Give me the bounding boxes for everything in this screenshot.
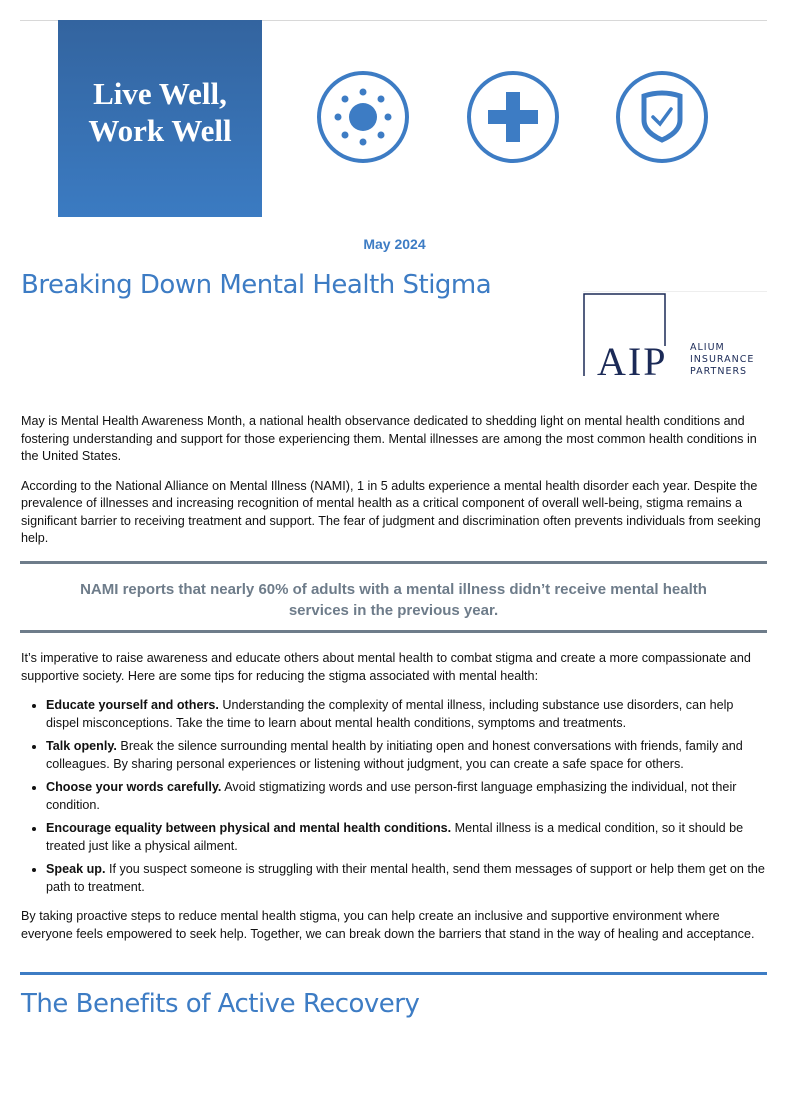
tip-item: [46, 738, 769, 773]
quote-rule-bottom: [20, 630, 767, 633]
tip-heading: Educate yourself and others.: [46, 698, 219, 712]
logo-mark: AIP: [597, 339, 668, 377]
quote-rule-top: [20, 561, 767, 564]
tips-intro: It’s imperative to raise awareness and educate others about mental health to combat stigma and create a more compassionate and supportive society. Here are some tips for reducing the stigma associated with mental health:: [21, 651, 751, 683]
logo-divider: [583, 291, 767, 292]
newsletter-title: [88, 75, 231, 149]
intro-paragraph: May is Mental Health Awareness Month, a national health observance dedicated to shedding light on mental health conditions and fostering understanding and support for those experiencing them. Mental illnesses are among the most common health conditions in the United States.: [21, 414, 757, 463]
tip-heading: Choose your words carefully.: [46, 780, 222, 794]
tip-text: Avoid stigmatizing words and use person-first language emphasizing the individual, not their condition.: [46, 780, 737, 812]
logo-line-2: INSURANCE: [690, 354, 755, 365]
title-line-2: Work Well: [88, 112, 232, 148]
newsletter-banner: [58, 20, 262, 217]
section-divider: [20, 972, 767, 975]
title-line-1: Live Well,: [93, 75, 227, 111]
sun-icon: [316, 70, 410, 164]
closing-paragraph: By taking proactive steps to reduce mental health stigma, you can help create an inclusive and supportive environment where everyone feels empowered to seek help. Together, we can break down the barriers that stand in the way of healing and acceptance.: [21, 909, 755, 941]
intro-section: [21, 413, 769, 560]
tip-item: [46, 779, 769, 814]
tip-text: Mental illness is a medical condition, so it should be treated just like a physical ailment.: [46, 821, 744, 853]
article-title: Breaking Down Mental Health Stigma: [21, 270, 492, 300]
tips-section: [21, 650, 769, 955]
tip-heading: Talk openly.: [46, 739, 117, 753]
tip-heading: Encourage equality between physical and mental health conditions.: [46, 821, 452, 835]
tip-item: [46, 697, 769, 732]
medical-cross-icon: [466, 70, 560, 164]
logo-line-3: PARTNERS: [690, 366, 748, 377]
tip-item: [46, 820, 769, 855]
tip-text: If you suspect someone is struggling with their mental health, send them messages of support or help them get on the path to treatment.: [46, 862, 765, 894]
shield-check-icon: [615, 70, 709, 164]
tips-list: [21, 697, 769, 896]
tip-text: Understanding the complexity of mental illness, including substance use disorders, can help dispel misconceptions. Take the time to learn about mental health conditions, symptoms and treatments.: [46, 698, 734, 730]
logo-line-1: ALIUM: [690, 342, 725, 353]
intro-paragraph: According to the National Alliance on Mental Illness (NAMI), 1 in 5 adults experience a mental health disorder each year. Despite the prevalence of illnesses and increasing recognition of mental health as a critical component of overall well-being, stigma remains a significant barrier to receiving treatment and support. The fear of judgment and discrimination often prevents individuals from seeking help.: [21, 478, 761, 545]
pull-quote: NAMI reports that nearly 60% of adults with a mental illness didn’t receive mental health services in the previous year.: [80, 581, 707, 619]
issue-date: May 2024: [363, 236, 426, 252]
tip-item: [46, 861, 769, 896]
tip-heading: Speak up.: [46, 862, 106, 876]
tip-text: Break the silence surrounding mental health by initiating open and honest conversations with friends, family and colleagues. By sharing personal experiences or listening without judgment, you can create a safe space for others.: [46, 739, 743, 771]
aip-logo: [583, 293, 767, 377]
next-article-title: The Benefits of Active Recovery: [21, 989, 420, 1019]
